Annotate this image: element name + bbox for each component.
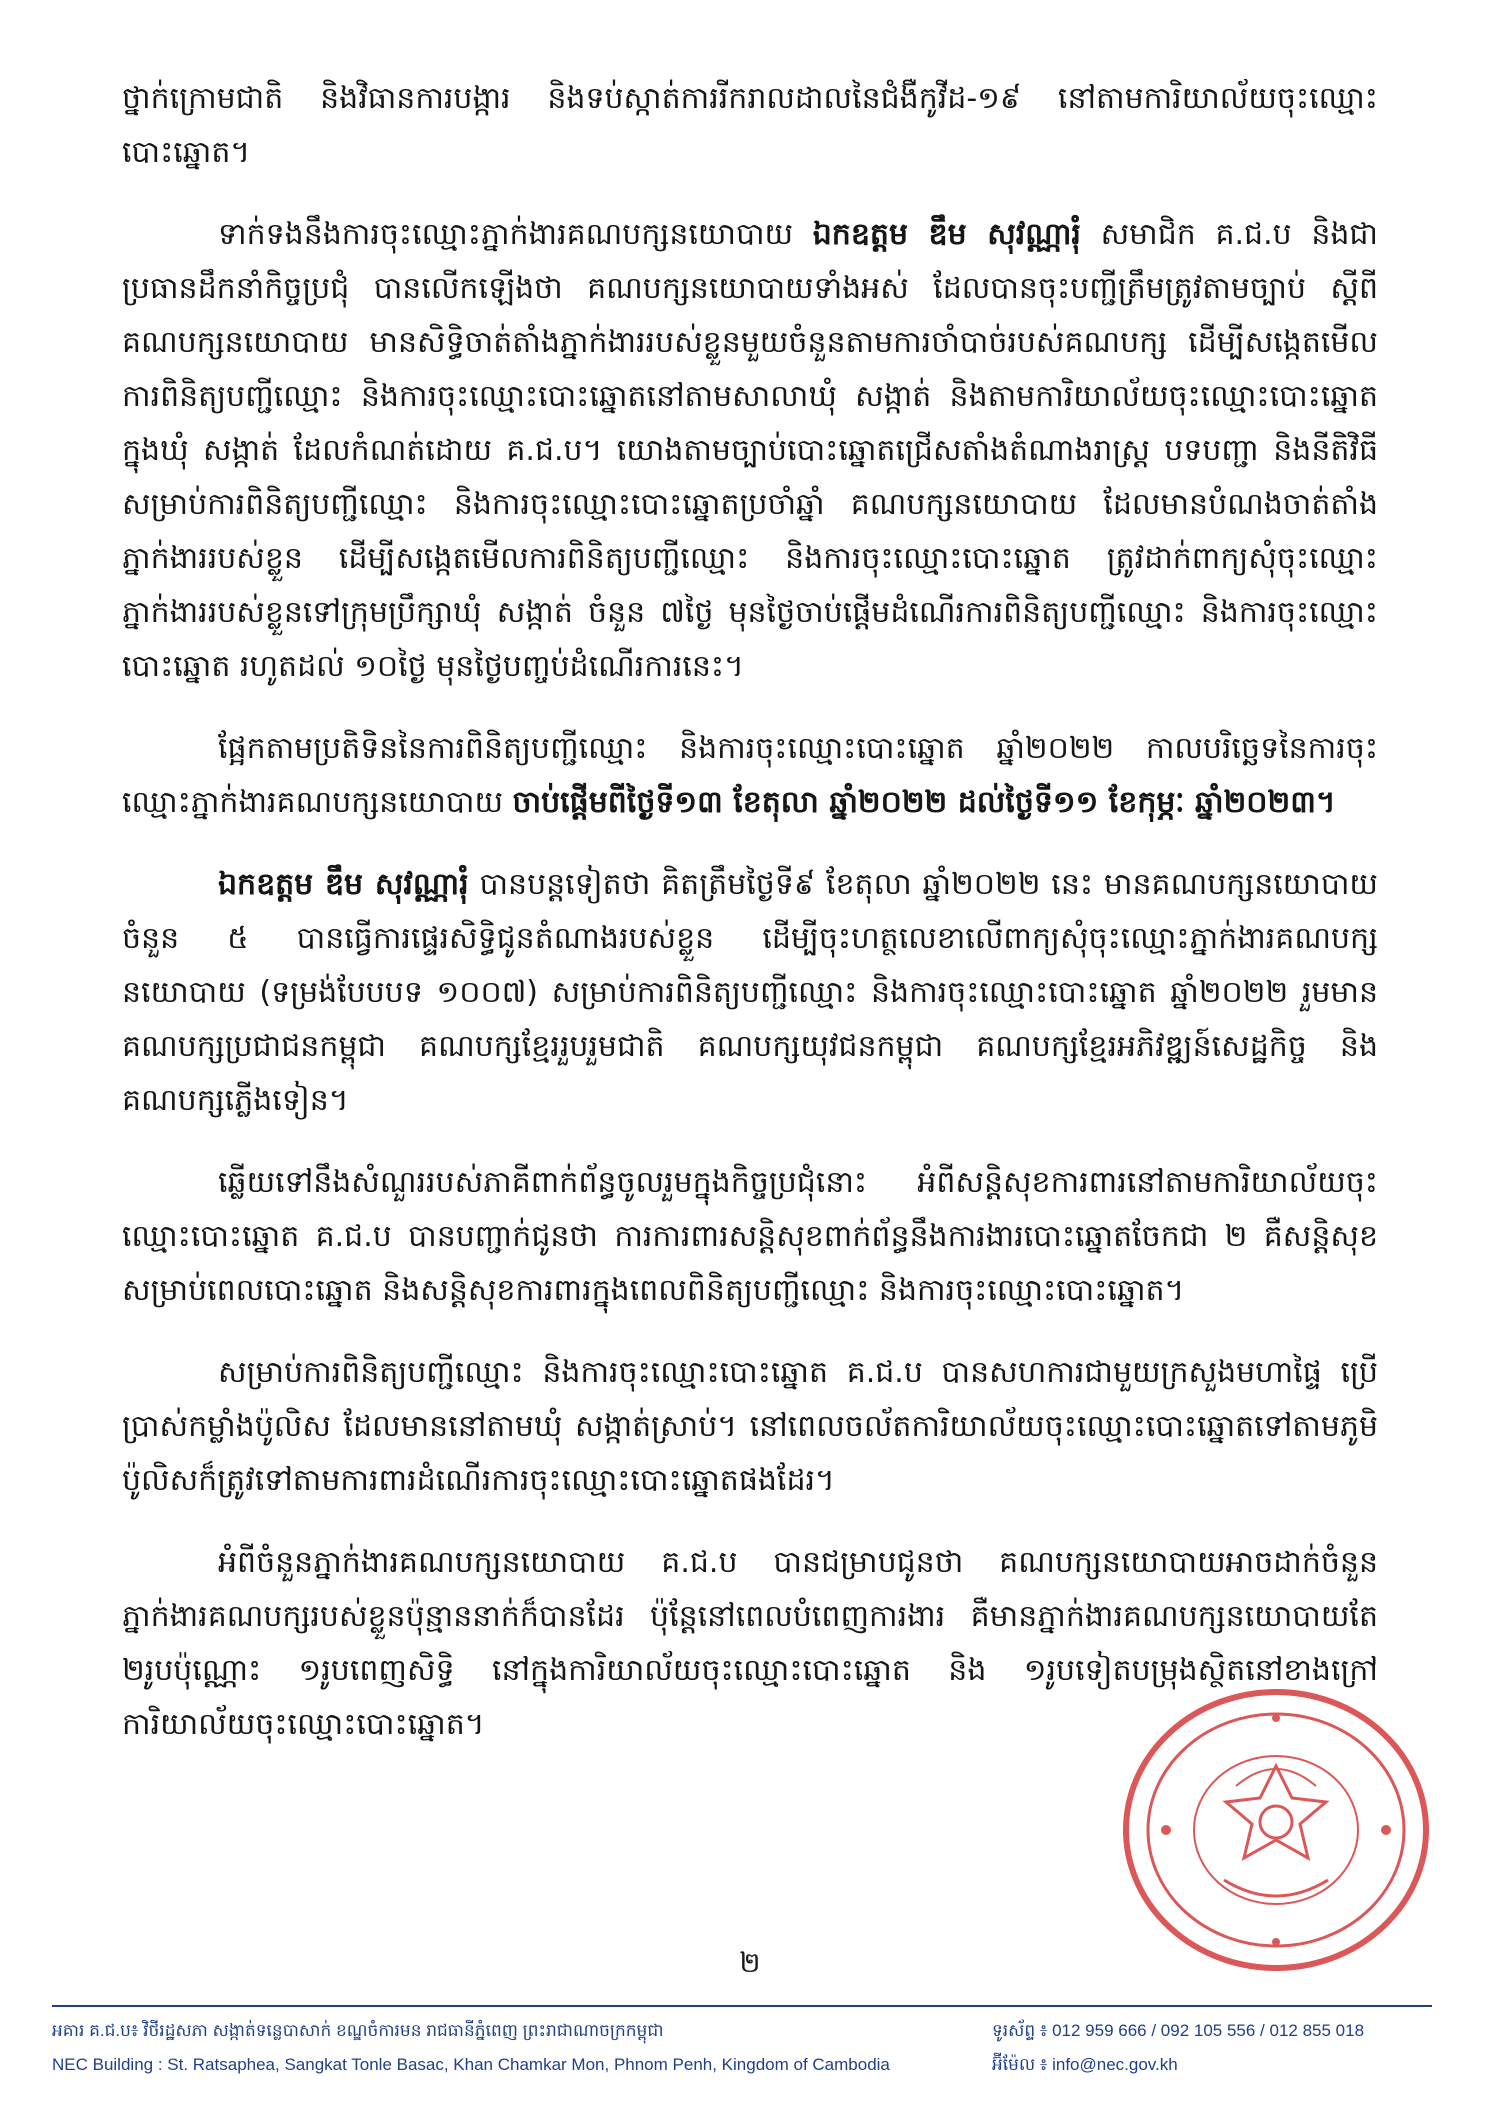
paragraph-text: ផ្អែកតាមប្រតិទិននៃការពិនិត្យបញ្ជីឈ្មោះ និងការចុះឈ្មោះបោះឆ្នោត ឆ្នាំ២០២២ កាលបរិច្ឆេទនៃការចុះឈ្មោះភ្នាក់ងារគណបក្សនយោបាយ (122, 731, 1378, 820)
footer-contact (992, 2014, 1364, 2082)
paragraph-text: អំពីចំនួនភ្នាក់ងារគណបក្សនយោបាយ គ.ជ.ប បានជម្រាបជូនថា គណបក្សនយោបាយអាចដាក់ចំនួនភ្នាក់ងារគណបក្សរបស់ខ្លួនប៉ុន្មាននាក់ក៏បានដែរ ប៉ុន្តែនៅពេលបំពេញការងារ គឺមានភ្នាក់ងារគណបក្សនយោបាយតែ ២រូបប៉ុណ្ណោះ ១រូបពេញសិទ្ធិ នៅក្នុងការិយាល័យចុះឈ្មោះបោះឆ្នោត និង ១រូបទៀតបម្រុងស្ថិតនៅខាងក្រៅការិយាល័យចុះឈ្មោះបោះឆ្នោត។ (122, 1545, 1378, 1742)
footer-address-english: NEC Building : St. Ratsaphea, Sangkat Tonle Basac, Khan Chamkar Mon, Phnom Penh, Kingdom of Cambodia (52, 2055, 890, 2074)
email-link[interactable]: info@nec.gov.kh (1052, 2055, 1178, 2074)
footer-address (52, 2014, 890, 2082)
footer-email (992, 2048, 1364, 2082)
email-label: អ៊ីម៉ែល ៖ (992, 2055, 1048, 2074)
paragraph-6 (122, 1346, 1378, 1508)
paragraph-text: ទាក់ទងនឹងការចុះឈ្មោះភ្នាក់ងារគណបក្សនយោបាយ (218, 217, 813, 252)
paragraph-3 (122, 722, 1378, 830)
page-number: ២ (739, 1946, 761, 1979)
footer-phone (992, 2014, 1364, 2048)
registration-period: ចាប់ផ្តើមពីថ្ងៃទី១៣ ខែតុលា ឆ្នាំ២០២២ ដល់ថ្ងៃទី១១ ខែកុម្ភៈ ឆ្នាំ២០២៣។ (512, 785, 1336, 820)
paragraph-1 (122, 72, 1378, 180)
official-seal-icon (1106, 1680, 1446, 1980)
paragraph-text: ថ្នាក់ក្រោមជាតិ និងវិធានការបង្ការ និងទប់ស្កាត់ការរីករាលដាលនៃជំងឺកូវីដ-១៩ នៅតាមការិយាល័យចុះឈ្មោះបោះឆ្នោត។ (122, 81, 1378, 170)
paragraph-5 (122, 1156, 1378, 1318)
paragraph-2 (122, 208, 1378, 694)
official-name: ឯកឧត្តម ឌឹម សុវណ្ណារុំ (812, 217, 1081, 252)
paragraph-text: ឆ្លើយទៅនឹងសំណួររបស់ភាគីពាក់ព័ន្ធចូលរួមក្នុងកិច្ចប្រជុំនោះ អំពីសន្តិសុខការពារនៅតាមការិយាល័យចុះឈ្មោះបោះឆ្នោត គ.ជ.ប បានបញ្ជាក់ជូនថា ការការពារសន្តិសុខពាក់ព័ន្ធនឹងការងារបោះឆ្នោតចែកជា ២ គឺសន្តិសុខសម្រាប់ពេលបោះឆ្នោត និងសន្តិសុខការពារក្នុងពេលពិនិត្យបញ្ជីឈ្មោះ និងការចុះឈ្មោះបោះឆ្នោត។ (122, 1165, 1378, 1308)
paragraph-4 (122, 858, 1378, 1128)
footer-divider (52, 2005, 1432, 2007)
phone-label: ទូរស័ព្ទ ៖ (992, 2021, 1048, 2040)
phone-numbers: 012 959 666 / 092 105 556 / 012 855 018 (1052, 2021, 1365, 2040)
paragraph-text: សមាជិក គ.ជ.ប និងជាប្រធានដឹកនាំកិច្ចប្រជុំ បានលើកឡើងថា គណបក្សនយោបាយទាំងអស់ ដែលបានចុះបញ្ជីត្រឹមត្រូវតាមច្បាប់ ស្តីពីគណបក្សនយោបាយ មានសិទ្ធិចាត់តាំងភ្នាក់ងាររបស់ខ្លួនមួយចំនួនតាមការចាំបាច់របស់គណបក្ស ដើម្បីសង្កេតមើលការពិនិត្យបញ្ជីឈ្មោះ និងការចុះឈ្មោះបោះឆ្នោតនៅតាមសាលាឃុំ សង្កាត់ និងតាមការិយាល័យចុះឈ្មោះបោះឆ្នោតក្នុងឃុំ សង្កាត់ ដែលកំណត់ដោយ គ.ជ.ប។ យោងតាមច្បាប់បោះឆ្នោតជ្រើសតាំងតំណាងរាស្ត្រ បទបញ្ជា និងនីតិវិធីសម្រាប់ការពិនិត្យបញ្ជីឈ្មោះ និងការចុះឈ្មោះបោះឆ្នោតប្រចាំឆ្នាំ គណបក្សនយោបាយ ដែលមានបំណងចាត់តាំងភ្នាក់ងាររបស់ខ្លួន ដើម្បីសង្កេតមើលការពិនិត្យបញ្ជីឈ្មោះ និងការចុះឈ្មោះបោះឆ្នោត ត្រូវដាក់ពាក្យសុំចុះឈ្មោះភ្នាក់ងាររបស់ខ្លួនទៅក្រុមប្រឹក្សាឃុំ សង្កាត់ ចំនួន ៧ថ្ងៃ មុនថ្ងៃចាប់ផ្តើមដំណើរការពិនិត្យបញ្ជីឈ្មោះ និងការចុះឈ្មោះបោះឆ្នោត រហូតដល់ ១០ថ្ងៃ មុនថ្ងៃបញ្ចប់ដំណើរការនេះ។ (122, 217, 1378, 684)
document-body (122, 72, 1378, 1780)
official-name: ឯកឧត្តម ឌឹម សុវណ្ណារុំ (218, 867, 469, 902)
paragraph-text: សម្រាប់ការពិនិត្យបញ្ជីឈ្មោះ និងការចុះឈ្មោះបោះឆ្នោត គ.ជ.ប បានសហការជាមួយក្រសួងមហាផ្ទៃ ប្រើប្រាស់កម្លាំងប៉ូលិស ដែលមាននៅតាមឃុំ សង្កាត់ស្រាប់។ នៅពេលចល័តការិយាល័យចុះឈ្មោះបោះឆ្នោតទៅតាមភូមិ ប៉ូលិសក៏ត្រូវទៅតាមការពារដំណើរការចុះឈ្មោះបោះឆ្នោតផងដែរ។ (122, 1355, 1378, 1498)
paragraph-text: បានបន្តទៀតថា គិតត្រឹមថ្ងៃទី៩ ខែតុលា ឆ្នាំ២០២២ នេះ មានគណបក្សនយោបាយចំនួន ៥ បានធ្វើការផ្ទេរសិទ្ធិជូនតំណាងរបស់ខ្លួន ដើម្បីចុះហត្ថលេខាលើពាក្យសុំចុះឈ្មោះភ្នាក់ងារគណបក្សនយោបាយ (ទម្រង់បែបបទ ១០០៧) សម្រាប់ការពិនិត្យបញ្ជីឈ្មោះ និងការចុះឈ្មោះបោះឆ្នោត ឆ្នាំ២០២២ រួមមាន គណបក្សប្រជាជនកម្ពុជា គណបក្សខ្មែររួបរួមជាតិ គណបក្សយុវជនកម្ពុជា គណបក្សខ្មែរអភិវឌ្ឍន៍សេដ្ឋកិច្ច និងគណបក្សភ្លើងទៀន។ (122, 867, 1378, 1118)
footer-address-khmer: អគារ គ.ជ.ប៖ វិថីរដ្ឋសភា សង្កាត់ទន្លេបាសាក់ ខណ្ឌចំការមន រាជធានីភ្នំពេញ ព្រះរាជាណាចក្រកម្ពុជា (52, 2021, 664, 2040)
